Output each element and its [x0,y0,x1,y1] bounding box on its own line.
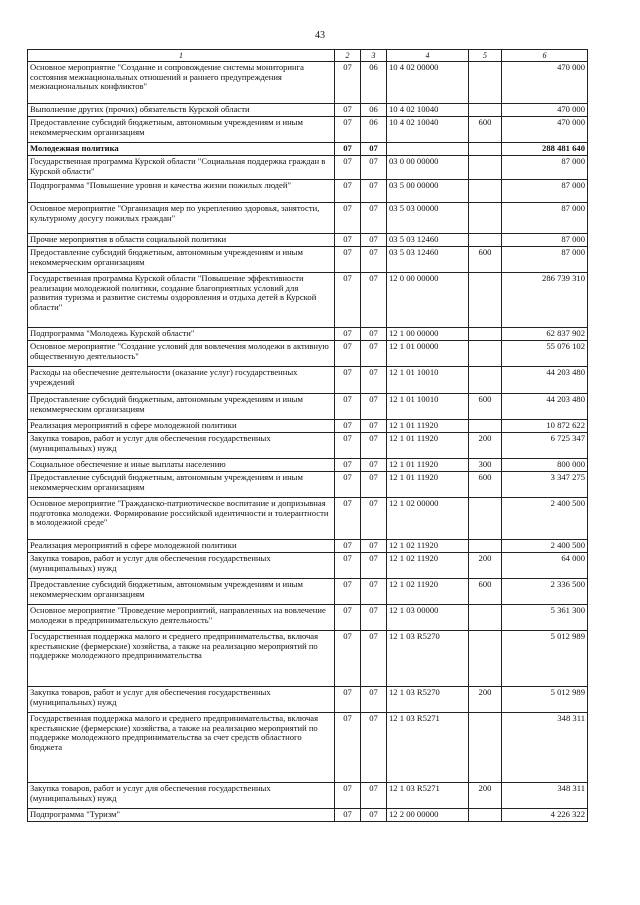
row-subsection-cell: 07 [361,631,387,687]
row-section-cell: 07 [335,180,361,203]
row-expense-type-cell: 600 [469,579,502,605]
row-expense-type-cell: 600 [469,394,502,420]
row-section-cell: 07 [335,687,361,713]
row-amount-cell: 87 000 [502,234,588,247]
row-amount-cell: 62 837 902 [502,328,588,341]
table-row [28,420,588,433]
row-name-cell: Расходы на обеспечение деятельности (оказание услуг) государственных учреждений [28,367,335,394]
table-header-row [28,50,588,62]
row-name-cell: Предоставление субсидий бюджетным, автономным учреждениям и иным некоммерческим организациям [28,394,335,420]
row-section-cell: 07 [335,459,361,472]
row-target-code-cell: 03 5 03 12460 [387,234,469,247]
row-expense-type-cell [469,605,502,631]
row-amount-cell: 2 400 500 [502,498,588,540]
table-row [28,203,588,234]
row-section-cell: 07 [335,273,361,328]
row-expense-type-cell: 300 [469,459,502,472]
table-row [28,143,588,156]
row-section-cell: 07 [335,713,361,783]
row-name-cell: Закупка товаров, работ и услуг для обеспечения государственных (муниципальных) нужд [28,687,335,713]
row-expense-type-cell [469,234,502,247]
table-row [28,631,588,687]
row-expense-type-cell [469,180,502,203]
row-subsection-cell: 06 [361,104,387,117]
row-target-code-cell: 12 1 02 11920 [387,540,469,553]
row-amount-cell: 5 361 300 [502,605,588,631]
row-name-cell: Предоставление субсидий бюджетным, автономным учреждениям и иным некоммерческим организациям [28,247,335,273]
row-subsection-cell: 07 [361,809,387,822]
row-name-cell: Предоставление субсидий бюджетным, автономным учреждениям и иным некоммерческим организациям [28,117,335,143]
table-row [28,783,588,809]
row-amount-cell: 64 000 [502,553,588,579]
row-target-code-cell: 12 1 03 R5270 [387,687,469,713]
table-row [28,367,588,394]
row-section-cell: 07 [335,579,361,605]
row-name-cell: Реализация мероприятий в сфере молодежной политики [28,540,335,553]
row-expense-type-cell [469,62,502,104]
row-target-code-cell: 10 4 02 10040 [387,104,469,117]
row-target-code-cell: 12 2 00 00000 [387,809,469,822]
row-expense-type-cell [469,367,502,394]
row-section-cell: 07 [335,143,361,156]
row-name-cell: Подпрограмма "Повышение уровня и качества жизни пожилых людей" [28,180,335,203]
table-body [28,62,588,822]
row-name-cell: Предоставление субсидий бюджетным, автономным учреждениям и иным некоммерческим организациям [28,472,335,498]
row-amount-cell: 87 000 [502,247,588,273]
row-name-cell: Молодежная политика [28,143,335,156]
row-amount-cell: 44 203 480 [502,367,588,394]
row-name-cell: Выполнение других (прочих) обязательств Курской области [28,104,335,117]
row-section-cell: 07 [335,234,361,247]
row-expense-type-cell [469,328,502,341]
row-expense-type-cell: 200 [469,433,502,459]
row-expense-type-cell [469,273,502,328]
row-section-cell: 07 [335,394,361,420]
row-target-code-cell: 12 1 01 11920 [387,472,469,498]
header-subsection: 3 [361,50,387,62]
row-name-cell: Подпрограмма "Туризм" [28,809,335,822]
row-subsection-cell: 07 [361,498,387,540]
row-subsection-cell: 06 [361,117,387,143]
row-name-cell: Основное мероприятие "Проведение мероприятий, направленных на вовлечение молодежи в предпринимательскую деятельность" [28,605,335,631]
row-subsection-cell: 07 [361,459,387,472]
row-target-code-cell: 12 1 03 R5270 [387,631,469,687]
row-name-cell: Социальное обеспечение и иные выплаты населению [28,459,335,472]
row-subsection-cell: 07 [361,143,387,156]
row-section-cell: 07 [335,553,361,579]
row-section-cell: 07 [335,117,361,143]
table-row [28,234,588,247]
row-section-cell: 07 [335,631,361,687]
row-expense-type-cell: 200 [469,687,502,713]
row-subsection-cell: 07 [361,156,387,180]
row-section-cell: 07 [335,809,361,822]
row-subsection-cell: 07 [361,367,387,394]
row-amount-cell: 4 226 322 [502,809,588,822]
row-subsection-cell: 07 [361,328,387,341]
row-target-code-cell: 12 1 01 11920 [387,459,469,472]
row-section-cell: 07 [335,104,361,117]
row-amount-cell: 470 000 [502,62,588,104]
row-subsection-cell: 07 [361,540,387,553]
row-amount-cell: 3 347 275 [502,472,588,498]
row-target-code-cell: 03 5 03 00000 [387,203,469,234]
row-name-cell: Основное мероприятие "Создание условий для вовлечения молодежи в активную общественную деятельность" [28,341,335,367]
row-amount-cell: 2 336 500 [502,579,588,605]
row-subsection-cell: 07 [361,180,387,203]
row-subsection-cell: 07 [361,472,387,498]
table-row [28,540,588,553]
row-target-code-cell: 03 5 03 12460 [387,247,469,273]
row-section-cell: 07 [335,341,361,367]
row-section-cell: 07 [335,605,361,631]
row-expense-type-cell [469,631,502,687]
row-expense-type-cell: 600 [469,472,502,498]
row-name-cell: Основное мероприятие "Создание и сопровождение системы мониторинга состояния межнациональных отношений и раннего предупреждения межнациональных конфликтов" [28,62,335,104]
row-target-code-cell: 12 0 00 00000 [387,273,469,328]
row-amount-cell: 44 203 480 [502,394,588,420]
row-section-cell: 07 [335,367,361,394]
row-expense-type-cell: 600 [469,247,502,273]
row-section-cell: 07 [335,540,361,553]
row-subsection-cell: 07 [361,579,387,605]
row-name-cell: Закупка товаров, работ и услуг для обеспечения государственных (муниципальных) нужд [28,553,335,579]
header-name: 1 [28,50,335,62]
row-amount-cell: 87 000 [502,203,588,234]
row-section-cell: 07 [335,783,361,809]
row-target-code-cell: 12 1 01 11920 [387,433,469,459]
table-row [28,459,588,472]
row-expense-type-cell [469,341,502,367]
row-target-code-cell: 03 5 00 00000 [387,180,469,203]
row-section-cell: 07 [335,433,361,459]
row-amount-cell: 5 012 989 [502,631,588,687]
row-amount-cell: 2 400 500 [502,540,588,553]
row-name-cell: Закупка товаров, работ и услуг для обеспечения государственных (муниципальных) нужд [28,783,335,809]
row-section-cell: 07 [335,498,361,540]
row-subsection-cell: 07 [361,420,387,433]
header-expense-type: 5 [469,50,502,62]
table-row [28,713,588,783]
row-target-code-cell [387,143,469,156]
table-row [28,553,588,579]
row-name-cell: Прочие мероприятия в области социальной политики [28,234,335,247]
row-subsection-cell: 07 [361,433,387,459]
row-section-cell: 07 [335,62,361,104]
table-row [28,341,588,367]
row-amount-cell: 55 076 102 [502,341,588,367]
row-target-code-cell: 12 1 03 R5271 [387,783,469,809]
row-target-code-cell: 12 1 03 R5271 [387,713,469,783]
row-name-cell: Реализация мероприятий в сфере молодежной политики [28,420,335,433]
row-subsection-cell: 07 [361,713,387,783]
row-name-cell: Государственная программа Курской области "Повышение эффективности реализации молодежной политики, создание благоприятных условий для развития туризма и развитие системы оздоровления и отдыха детей в Курской области" [28,273,335,328]
row-name-cell: Предоставление субсидий бюджетным, автономным учреждениям и иным некоммерческим организациям [28,579,335,605]
row-name-cell: Государственная программа Курской области "Социальная поддержка граждан в Курской области" [28,156,335,180]
row-name-cell: Закупка товаров, работ и услуг для обеспечения государственных (муниципальных) нужд [28,433,335,459]
row-section-cell: 07 [335,328,361,341]
table-row [28,809,588,822]
row-subsection-cell: 07 [361,605,387,631]
row-target-code-cell: 12 1 02 00000 [387,498,469,540]
budget-table [27,49,588,822]
row-expense-type-cell: 200 [469,783,502,809]
row-amount-cell: 5 012 989 [502,687,588,713]
row-expense-type-cell [469,420,502,433]
row-target-code-cell: 12 1 01 10010 [387,367,469,394]
row-expense-type-cell [469,498,502,540]
row-amount-cell: 288 481 640 [502,143,588,156]
row-section-cell: 07 [335,472,361,498]
row-section-cell: 07 [335,203,361,234]
row-target-code-cell: 12 1 00 00000 [387,328,469,341]
row-expense-type-cell [469,104,502,117]
row-subsection-cell: 06 [361,62,387,104]
row-subsection-cell: 07 [361,553,387,579]
row-expense-type-cell [469,540,502,553]
row-subsection-cell: 07 [361,341,387,367]
row-expense-type-cell: 200 [469,553,502,579]
table-row [28,156,588,180]
table-row [28,433,588,459]
table-row [28,605,588,631]
row-target-code-cell: 12 1 01 10010 [387,394,469,420]
table-row [28,498,588,540]
row-name-cell: Государственная поддержка малого и среднего предпринимательства, включая крестьянские (фермерские) хозяйства, а также на реализацию мероприятий по поддержке молодежного предпринимательства за счет средств областного бюджета [28,713,335,783]
row-subsection-cell: 07 [361,273,387,328]
table-row [28,180,588,203]
row-section-cell: 07 [335,156,361,180]
row-subsection-cell: 07 [361,234,387,247]
row-amount-cell: 87 000 [502,180,588,203]
row-expense-type-cell [469,713,502,783]
row-amount-cell: 470 000 [502,117,588,143]
header-amount: 6 [502,50,588,62]
row-name-cell: Основное мероприятие "Организация мер по укреплению здоровья, занятости, культурному досугу пожилых граждан" [28,203,335,234]
row-subsection-cell: 07 [361,687,387,713]
row-amount-cell: 800 000 [502,459,588,472]
row-subsection-cell: 07 [361,203,387,234]
table-row [28,247,588,273]
row-target-code-cell: 03 0 00 00000 [387,156,469,180]
table-row [28,117,588,143]
row-target-code-cell: 12 1 02 11920 [387,579,469,605]
row-amount-cell: 10 872 622 [502,420,588,433]
table-row [28,579,588,605]
row-expense-type-cell [469,143,502,156]
page-number: 43 [315,30,325,41]
row-target-code-cell: 10 4 02 10040 [387,117,469,143]
row-section-cell: 07 [335,420,361,433]
row-target-code-cell: 12 1 01 00000 [387,341,469,367]
row-expense-type-cell: 600 [469,117,502,143]
row-subsection-cell: 07 [361,783,387,809]
row-subsection-cell: 07 [361,247,387,273]
row-target-code-cell: 12 1 01 11920 [387,420,469,433]
header-target-code: 4 [387,50,469,62]
row-expense-type-cell [469,156,502,180]
row-amount-cell: 470 000 [502,104,588,117]
row-amount-cell: 348 311 [502,713,588,783]
row-target-code-cell: 12 1 03 00000 [387,605,469,631]
table-row [28,328,588,341]
row-target-code-cell: 12 1 02 11920 [387,553,469,579]
row-amount-cell: 286 739 310 [502,273,588,328]
row-expense-type-cell [469,203,502,234]
row-name-cell: Государственная поддержка малого и среднего предпринимательства, включая крестьянские (фермерские) хозяйства, а также на реализацию мероприятий по поддержке молодежного предпринимательства [28,631,335,687]
table-row [28,472,588,498]
row-section-cell: 07 [335,247,361,273]
row-subsection-cell: 07 [361,394,387,420]
row-name-cell: Основное мероприятие "Гражданско-патриотическое воспитание и допризывная подготовка молодежи. Формирование российской идентичности и толерантности в молодежной среде" [28,498,335,540]
table-row [28,394,588,420]
table-row [28,273,588,328]
row-amount-cell: 87 000 [502,156,588,180]
row-amount-cell: 6 725 347 [502,433,588,459]
table-row [28,104,588,117]
table-row [28,62,588,104]
row-target-code-cell: 10 4 02 00000 [387,62,469,104]
header-section: 2 [335,50,361,62]
table-row [28,687,588,713]
row-amount-cell: 348 311 [502,783,588,809]
row-expense-type-cell [469,809,502,822]
row-name-cell: Подпрограмма "Молодежь Курской области" [28,328,335,341]
